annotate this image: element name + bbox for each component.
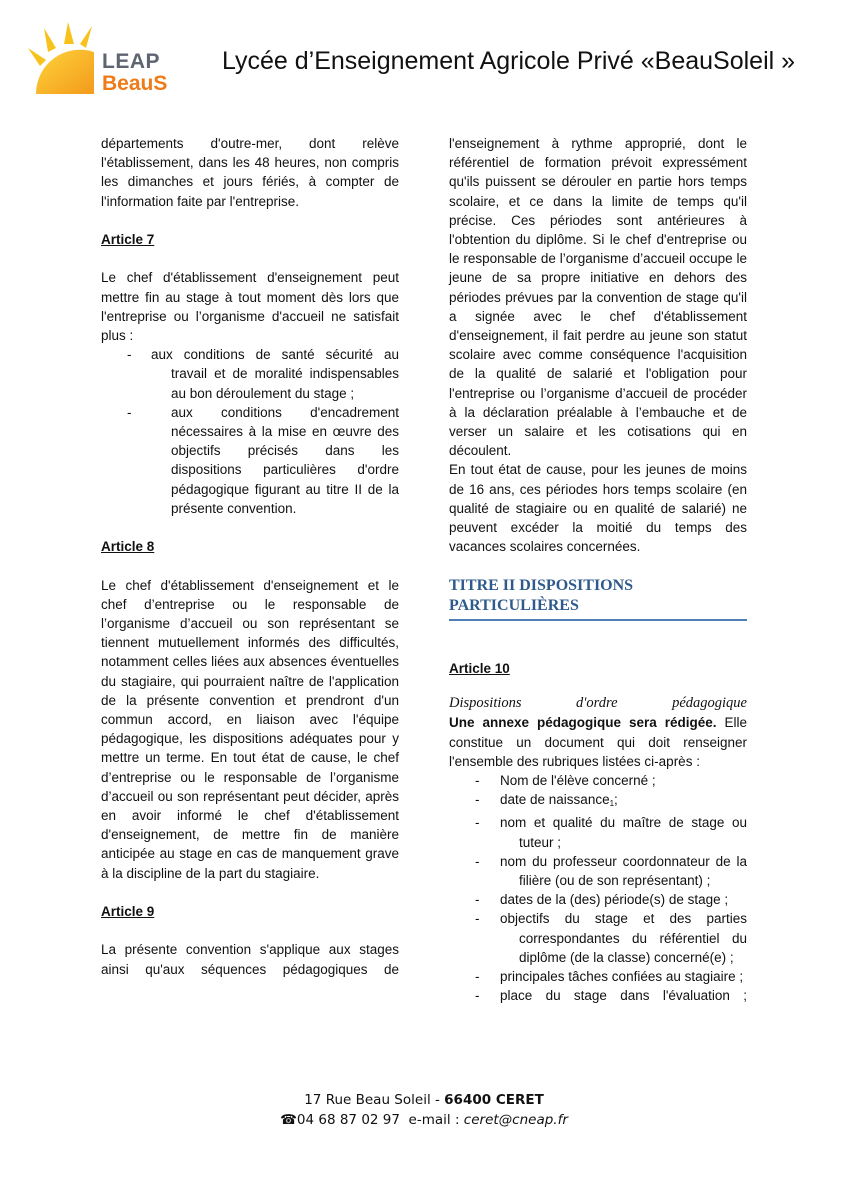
article-10-heading: Article 10 xyxy=(449,661,510,677)
school-name: Lycée d’Enseignement Agricole Privé «BeauSoleil » xyxy=(222,47,796,75)
sun-icon xyxy=(28,22,108,102)
under-16-paragraph: En tout état de cause, pour les jeunes de moins de 16 ans, ces périodes hors temps scolaire (en qualité de stagiaire ou en qualité de salarié) ne peuvent excéder la moitié du temps des vacances scolaires concernées. xyxy=(449,462,747,555)
list-item: - objectifs du stage et des parties correspondantes du référentiel du diplôme (de la classe) concerné(e) ; xyxy=(475,911,747,965)
article-8-heading: Article 8 xyxy=(101,539,155,555)
list-item: - principales tâches confiées au stagiaire ; xyxy=(475,969,744,985)
article-9-heading: Article 9 xyxy=(101,904,155,920)
right-column xyxy=(449,134,747,1005)
list-item: - nom du professeur coordonnateur de la filière (ou de son représentant) ; xyxy=(475,853,747,889)
logo-text-beaus: BeauS xyxy=(102,72,168,95)
list-item: - aux conditions d'encadrement nécessaires à la mise en œuvre des objectifs précisés dans les dispositions particulières d'ordre pédagogique figurant au titre II de la présente convention. xyxy=(127,404,399,516)
list-item: - place du stage dans l'évaluation ; xyxy=(475,988,747,1004)
email-link[interactable]: ceret@cneap.fr xyxy=(463,1112,568,1128)
list-item: - nom et qualité du maître de stage ou tuteur ; xyxy=(475,815,747,850)
footer-contact: ☎04 68 87 02 97 e-mail : ceret@cneap.fr xyxy=(280,1112,568,1128)
list-item: - dates de la (des) période(s) de stage ; xyxy=(475,892,729,908)
dispositions-subheading: Dispositions d'ordre pédagogique xyxy=(449,695,747,712)
intro-paragraph: départements d'outre-mer, dont relève l'établissement, dans les 48 heures, non compris les dimanches et jours fériés, à compter de l'information faite par l'entreprise. xyxy=(101,136,399,209)
article-7-text: Le chef d'établissement d'enseignement peut mettre fin au stage à tout moment dès lors que l'entreprise ou l’organisme d'accueil ne satisfait plus : xyxy=(101,270,399,343)
article-7-heading: Article 7 xyxy=(101,232,155,247)
footnote-marker: 1 xyxy=(609,799,615,809)
list-item: - date de naissance$_1$; xyxy=(475,792,618,809)
article-9-text: La présente convention s'applique aux stages ainsi qu'aux séquences pédagogiques de xyxy=(101,942,399,977)
left-column xyxy=(101,134,399,979)
school-logo xyxy=(28,22,178,102)
titre-ii-heading: TITRE II DISPOSITIONS PARTICULIÈRES xyxy=(449,576,747,621)
phone-icon: ☎ xyxy=(280,1112,297,1128)
footer-address: 17 Rue Beau Soleil - 66400 CERET xyxy=(304,1092,544,1108)
list-item: - aux conditions de santé sécurité au travail et de moralité indispensables au bon déroulement du stage ; xyxy=(127,347,399,401)
continuation-paragraph: l'enseignement à rythme approprié, dont le référentiel de formation prévoit expressément qu'ils puissent se dérouler en partie hors temps scolaire, et ce dans la limite de temps qu'il précise. Ces périodes sont antérieures à l'obtention du diplôme. Si le chef d'entreprise ou le responsable de l’organisme d’accueil occupe le jeune de sa propre initiative en dehors des périodes prévues par la convention de stage qu'il a signée avec le chef d'établissement d'enseignement, il fait perdre au jeune son statut scolaire avec comme conséquence l'acquisition de la qualité de salarié et l'obligation pour l'entreprise ou l’organisme d’accueil de procéder à la déclaration préalable à l’embauche et de verser un salaire et les cotisations qui en découlent. xyxy=(449,136,747,459)
annexe-paragraph: Une annexe pédagogique sera rédigée. Elle constitue un document qui doit renseigner l'ensemble des rubriques listées ci-après : xyxy=(449,715,747,769)
page-header xyxy=(0,0,848,110)
logo-text-leap: LEAP xyxy=(102,50,161,73)
list-item: - Nom de l'élève concerné ; xyxy=(475,773,656,789)
article-8-text: Le chef d'établissement d'enseignement et le chef d’entreprise ou le responsable de l’organisme d’accueil ou son représentant se tiennent mutuellement informés des difficultés, notamment celles liées aux absences éventuelles du stagiaire, qui pourraient naître de l'application de la présente convention et prendront d'un commun accord, en liaison avec l'équipe pédagogique, les dispositions adéquates pour y mettre un terme. En tout état de cause, le chef d’entreprise ou le responsable de l’organisme d’accueil ou son représentant peut décider, après en avoir informé le chef d'établissement d'enseignement, de mettre fin de manière anticipée au stage en cas de manquement grave à la discipline de la part du stagiaire. xyxy=(101,577,399,881)
